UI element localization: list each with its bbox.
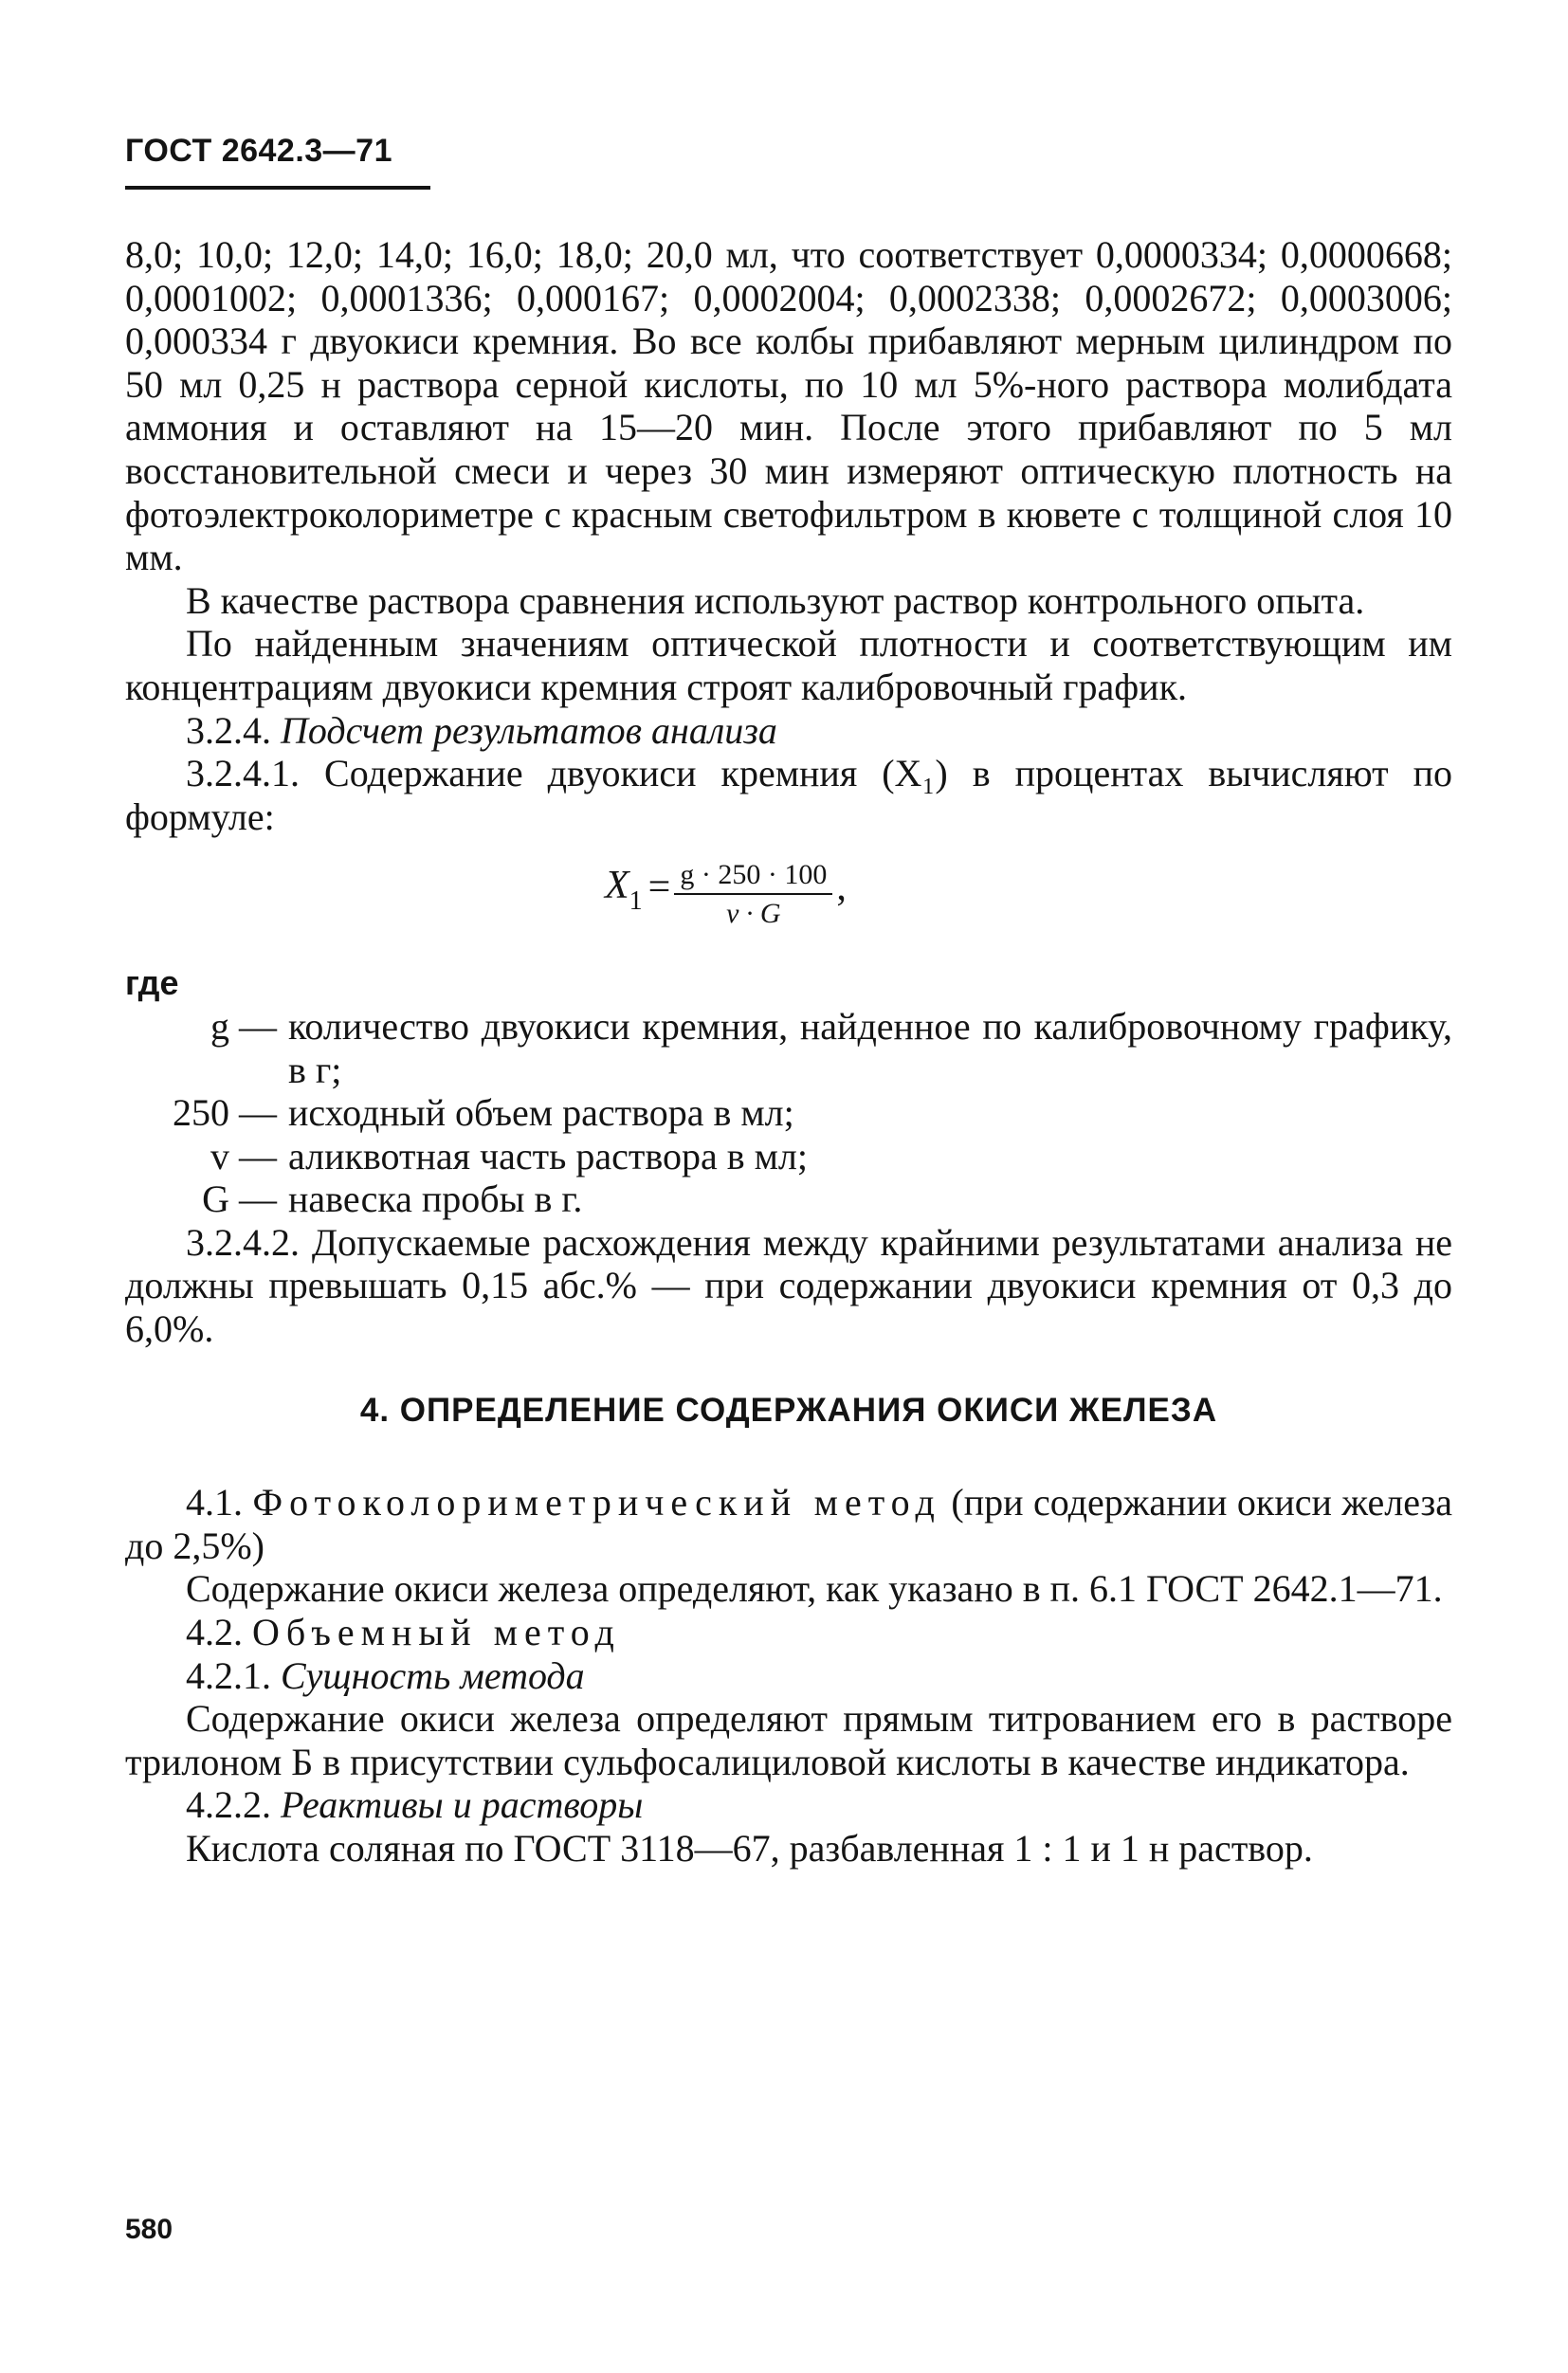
definition-symbol: g —	[210, 1004, 277, 1048]
definition-symbol: v —	[210, 1134, 277, 1177]
definition-g	[125, 1005, 1452, 1091]
subsection-4-2-2	[125, 1783, 1452, 1827]
formula-denominator: v · G	[726, 898, 781, 930]
subsection-4-1	[125, 1481, 1452, 1567]
formula-comma: ,	[836, 865, 847, 909]
definition-symbol: 250 —	[173, 1091, 277, 1135]
definition-text: аликвотная часть раствора в мл;	[288, 1134, 809, 1177]
document-page	[125, 0, 1452, 2373]
paragraph-4-1-body: Содержание окиси железа определяют, как указано в п. 6.1 ГОСТ 2642.1—71.	[186, 1567, 1443, 1611]
subsection-title: Реактивы и растворы	[281, 1783, 644, 1827]
subsection-title: Подсчет результатов анализа	[281, 708, 777, 752]
page-number: 580	[125, 2214, 173, 2245]
section-4-title: 4. ОПРЕДЕЛЕНИЕ СОДЕРЖАНИЯ ОКИСИ ЖЕЛЕЗА	[359, 1391, 1218, 1429]
definition-symbol: G —	[202, 1177, 277, 1221]
paragraph-4-2-2-body: Кислота соляная по ГОСТ 3118—67, разбавленная 1 : 1 и 1 н раствор.	[186, 1827, 1313, 1870]
formula	[605, 849, 847, 930]
formula-equals: =	[647, 865, 671, 909]
method-name-volumetric: Объемный метод	[252, 1611, 621, 1654]
definition-text: навеска пробы в г.	[288, 1177, 583, 1221]
method-name-photocolorimetric: Фотоколориметрический метод	[252, 1481, 941, 1524]
paragraph-3-2-4-1: 3.2.4.1. Содержание двуокиси кремния (X₁) в процентах вычисляют по формуле:	[125, 752, 1452, 838]
formula-lhs: $X_1$	[605, 863, 643, 916]
definition-G	[125, 1177, 1452, 1221]
where-label: где	[125, 963, 179, 1003]
formula-block	[125, 838, 1452, 961]
subsection-number: 4.1.	[186, 1481, 243, 1524]
header-doc-code: ГОСТ 2642.3—71	[125, 133, 393, 169]
definition-text: количество двуокиси кремния, найденное по калибровочному графику, в г;	[288, 1004, 1452, 1091]
subsection-number: 4.2.1.	[186, 1653, 271, 1697]
definition-v	[125, 1135, 1452, 1178]
subsection-3-2-4	[125, 709, 1452, 753]
paragraph-calibration-values: 8,0; 10,0; 12,0; 14,0; 16,0; 18,0; 20,0 мл, что соответствует 0,0000334; 0,0000668; 0,0001002; 0,0001336; 0,000167; 0,0002004; 0,0002338; 0,0002672; 0,0003006; 0,000334 г двуокиси кремния. Во все колбы прибавляют мерным цилиндром по 50 мл 0,25 н раствора серной кислоты, по 10 мл 5%-ного раствора молибдата аммония и оставляют на 15—20 мин. После этого прибавляют по 5 мл восстановительной смеси и через 30 мин измеряют оптическую плотность на фотоэлектроколориметре с красным светофильтром в кювете с толщиной слоя 10 мм.	[125, 233, 1452, 579]
formula-numerator: g · 250 · 100	[674, 857, 832, 895]
subsection-number: 4.2.2.	[186, 1783, 271, 1827]
paragraph-4-2-1-body: Содержание окиси железа определяют прямым титрованием его в растворе трилоном Б в присутствии сульфосалициловой кислоты в качестве индикатора.	[125, 1697, 1452, 1783]
formula-fraction	[674, 857, 832, 933]
header-rule	[125, 186, 430, 190]
definition-250	[125, 1091, 1452, 1135]
definition-text: исходный объем раствора в мл;	[288, 1091, 794, 1135]
subsection-title: Сущность метода	[281, 1653, 585, 1697]
subsection-4-2	[125, 1611, 1452, 1654]
paragraph-3-2-4-2: 3.2.4.2. Допускаемые расхождения между крайними результатами анализа не должны превышать 0,15 абс.% — при содержании двуокиси кремния от 0,3 до 6,0%.	[125, 1220, 1452, 1351]
subsection-number: 4.2.	[186, 1611, 243, 1654]
subsection-4-2-1	[125, 1654, 1452, 1698]
paragraph-calibration-graph: По найденным значениям оптической плотности и соответствующим им концентрациям двуокиси кремния строят калибровочный график.	[125, 622, 1452, 708]
method-condition: (при содержании окиси железа до 2,5%)	[125, 1481, 1453, 1567]
formula-lhs-subscript: 1	[629, 885, 643, 916]
paragraph-reference-solution: В качестве раствора сравнения используют раствор контрольного опыта.	[186, 578, 1365, 622]
document-body	[125, 233, 1452, 1871]
subsection-number: 3.2.4.	[186, 708, 271, 752]
